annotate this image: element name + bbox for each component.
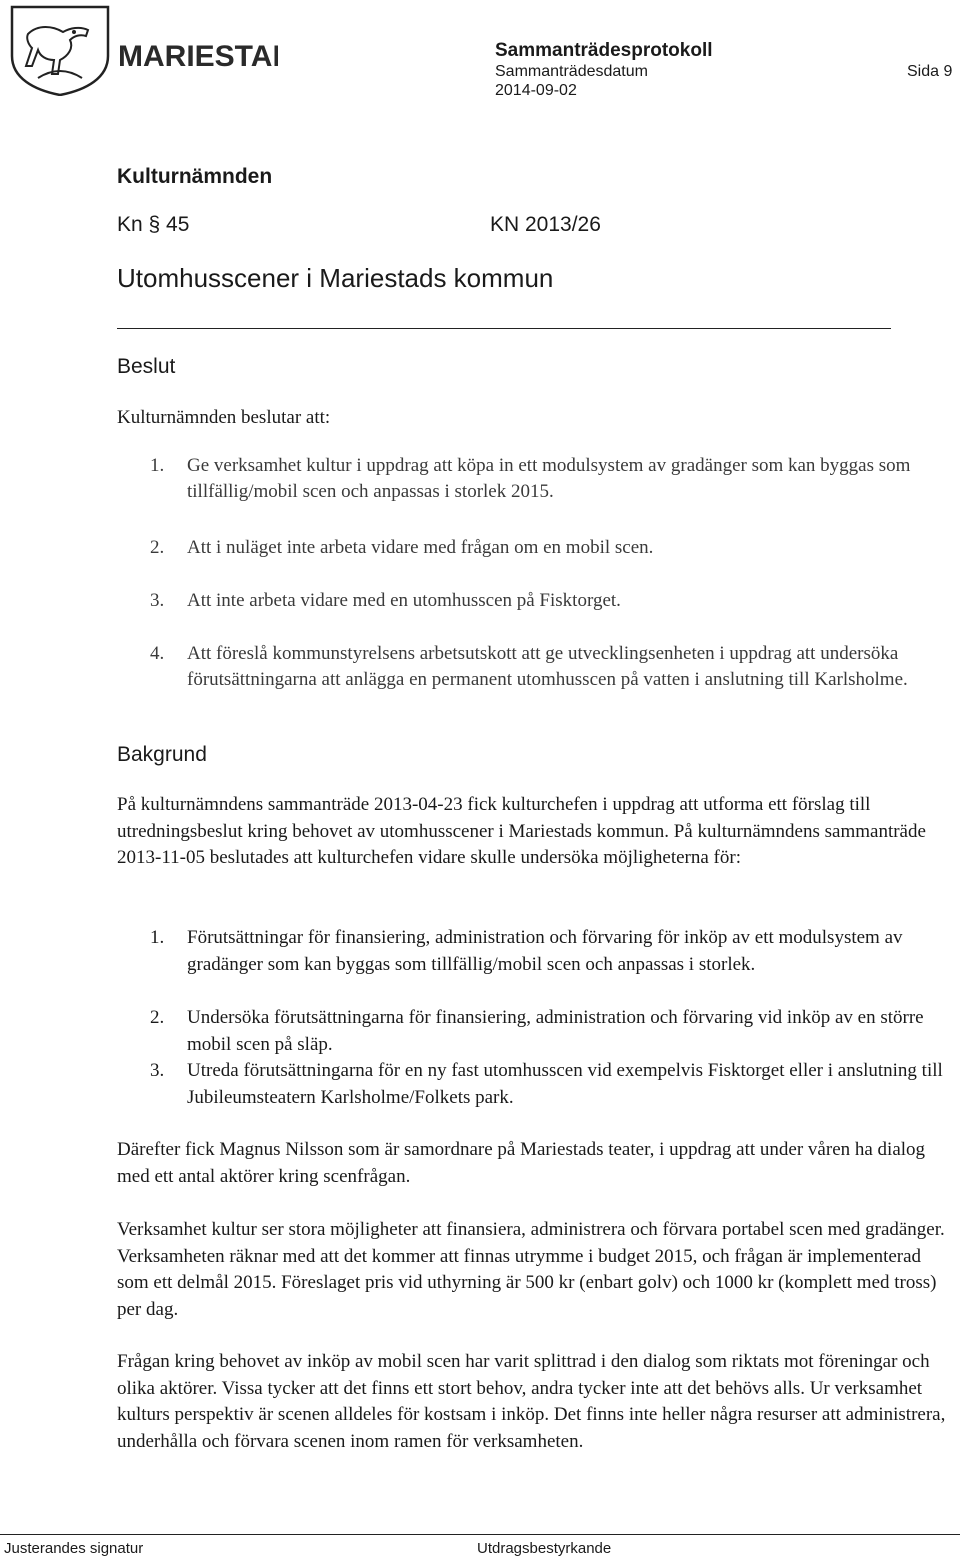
decision-item xyxy=(150,641,950,693)
list-item-text: Undersöka förutsättningarna för finansiering, administration och förvaring vid inköp av en större mobil scen på släp. xyxy=(187,1007,924,1055)
svg-text:MARIESTAD: MARIESTAD xyxy=(118,40,278,73)
decision-item-text: Ge verksamhet kultur i uppdrag att köpa in ett modulsystem av gradänger som kan byggas som tillfällig/mobil scen och anpassas i storlek 2015. xyxy=(187,455,911,502)
decision-item-number: 2. xyxy=(150,537,165,558)
background-list-item xyxy=(150,925,950,978)
background-list-item xyxy=(150,1005,950,1058)
committee-name: Kulturnämnden xyxy=(117,165,273,188)
coat-of-arms-icon xyxy=(8,4,278,96)
background-paragraph: Verksamhet kultur ser stora möjligheter att finansiera, administrera och förvara portabel scen med gradänger. Verksamheten räknar med att det kommer att finnas utrymme i budget 2015, och frågan är implementerad som ett delmål 2015. Föreslaget pris vid uthyrning är 500 kr (enbart golv) och 1000 kr (komplett med tross) per dag. xyxy=(117,1219,945,1320)
title-divider xyxy=(117,328,891,329)
meeting-date-label: Sammanträdesdatum xyxy=(495,63,648,80)
decision-heading: Beslut xyxy=(117,355,176,378)
decision-item-number: 4. xyxy=(150,643,165,664)
decision-item-text: Att inte arbeta vidare med en utomhusscen på Fisktorget. xyxy=(187,590,621,611)
case-number: KN 2013/26 xyxy=(490,213,601,236)
background-paragraph: På kulturnämndens sammanträde 2013-04-23 fick kulturchefen i uppdrag att utforma ett förslag till utredningsbeslut kring behovet av utomhusscener i Mariestads kommun. På kulturnämndens sammanträde 2013-11-05 beslutades att kulturchefen vidare skulle undersöka möjligheterna för: xyxy=(117,794,926,868)
decision-item xyxy=(150,453,950,505)
list-item-number: 3. xyxy=(150,1060,165,1081)
meeting-date: 2014-09-02 xyxy=(495,82,577,99)
list-item-number: 2. xyxy=(150,1007,165,1028)
footer-divider xyxy=(0,1534,960,1535)
background-heading: Bakgrund xyxy=(117,743,207,766)
protocol-title: Sammanträdesprotokoll xyxy=(495,40,713,61)
mariestad-logo xyxy=(8,4,278,96)
list-item-text: Utreda förutsättningarna för en ny fast utomhusscen vid exempelvis Fisktorget eller i anslutning till Jubileumsteatern Karlsholme/Folkets park. xyxy=(187,1060,943,1108)
page-number: Sida 9 xyxy=(907,63,953,80)
decision-intro: Kulturnämnden beslutar att: xyxy=(117,407,331,428)
background-paragraph: Frågan kring behovet av inköp av mobil scen har varit splittrad i den dialog som riktats mot föreningar och olika aktörer. Vissa tycker att det finns ett stort behov, andra tycker inte att det behövs alls. Ur verksamhet kulturs perspektiv är scenen alldeles för kostsam i inköp. Det finns inte heller några resurser att administrera, underhålla och förvara scenen inom ramen för verksamheten. xyxy=(117,1351,946,1452)
background-paragraph: Därefter fick Magnus Nilsson som är samordnare på Mariestads teater, i uppdrag att under våren ha dialog med ett antal aktörer kring scenfrågan. xyxy=(117,1139,926,1187)
decision-item-text: Att föreslå kommunstyrelsens arbetsutskott att ge utvecklingsenheten i uppdrag att undersöka förutsättningarna att anlägga en permanent utomhusscen på vatten i anslutning till Karlsholme. xyxy=(187,643,908,690)
decision-item-number: 3. xyxy=(150,590,165,611)
decision-item-number: 1. xyxy=(150,455,165,476)
list-item-number: 1. xyxy=(150,927,165,948)
extract-certification-label: Utdragsbestyrkande xyxy=(477,1540,612,1557)
decision-item xyxy=(150,588,950,614)
decision-item xyxy=(150,535,950,561)
list-item-text: Förutsättningar för finansiering, administration och förvaring för inköp av ett modulsystem av gradänger som kan byggas som tillfällig/mobil scen och anpassas i storlek. xyxy=(187,927,903,975)
page-title: Utomhusscener i Mariestads kommun xyxy=(117,263,554,293)
decision-item-text: Att i nuläget inte arbeta vidare med frågan om en mobil scen. xyxy=(187,537,654,558)
section-number: Kn § 45 xyxy=(117,213,190,236)
background-list-item xyxy=(150,1058,950,1111)
signature-label: Justerandes signatur xyxy=(4,1540,144,1557)
